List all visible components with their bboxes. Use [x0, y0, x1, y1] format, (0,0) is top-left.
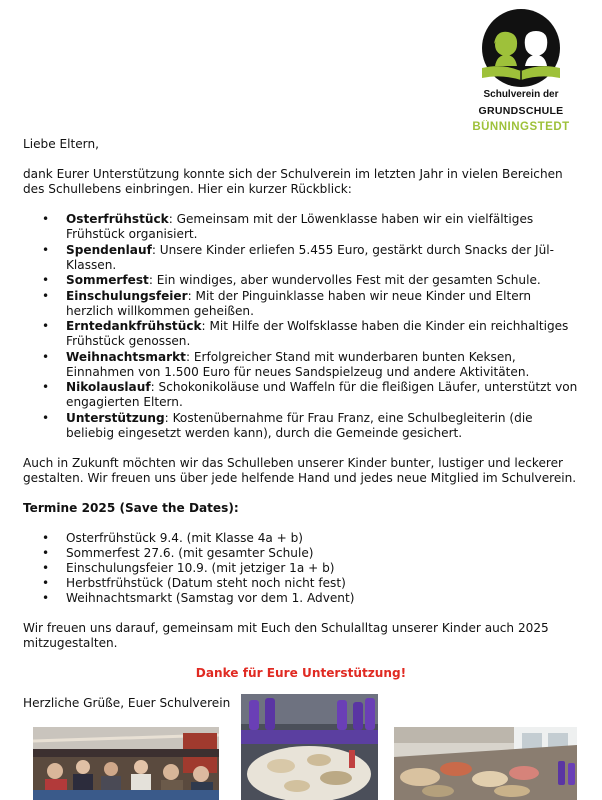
item-text: : Gemeinsam mit der Löwenklasse haben wir ein vielfältiges Frühstück organisiert.: [66, 212, 534, 241]
thanks-line: Danke für Eure Unterstützung!: [195, 665, 407, 680]
list-item: [23, 531, 579, 546]
date-text: Osterfrühstück 9.4. (mit Klasse 4a + b): [66, 530, 304, 545]
list-item: [23, 591, 579, 606]
bullet: •: [42, 319, 50, 333]
list-item: [23, 411, 579, 441]
list-item: [23, 212, 579, 242]
bullet: •: [42, 590, 50, 605]
list-item: [23, 561, 579, 576]
list-item: [23, 380, 579, 410]
closing-paragraph: Wir freuen uns darauf, gemeinsam mit Euch den Schulalltag unserer Kinder auch 2025 mitzugestalten.: [23, 620, 549, 650]
sign-off: Herzliche Grüße, Euer Schulverein: [23, 695, 231, 710]
item-label: Nikolauslauf: [66, 380, 151, 394]
item-label: Spendenlauf: [66, 242, 152, 257]
item-label: Sommerfest: [66, 273, 149, 287]
photo-christmas-market-stall: [33, 727, 219, 800]
item-label: Weihnachtsmarkt: [66, 349, 186, 364]
list-item: [23, 546, 579, 561]
intro-paragraph: dank Eurer Unterstützung konnte sich der Schulverein im letzten Jahr in vielen Bereichen des Schullebens einbringen. Hier ein kurzer Rückblick:: [23, 167, 563, 196]
date-text: Einschulungsfeier 10.9. (mit jetziger 1a + b): [66, 560, 335, 575]
bullet: •: [42, 545, 50, 560]
greeting: Liebe Eltern,: [23, 137, 99, 151]
item-text: : Schokonikoläuse und Waffeln für die fleißigen Läufer, unterstützt von engagierten Eltern.: [66, 380, 578, 409]
photo-breakfast-buffet: [394, 727, 577, 800]
bullet: •: [42, 575, 50, 590]
bullet: •: [42, 273, 50, 287]
list-item: [23, 576, 579, 591]
date-text: Herbstfrühstück (Datum steht noch nicht fest): [66, 575, 346, 590]
list-item: [23, 243, 579, 273]
list-item: [23, 289, 579, 319]
review-list: [23, 212, 579, 441]
item-text: : Ein windiges, aber wundervolles Fest mit der gesamten Schule.: [148, 273, 541, 287]
item-text: : Unsere Kinder erliefen 5.455 Euro, gestärkt durch Snacks der Jül-Klassen.: [66, 242, 555, 272]
date-text: Sommerfest 27.6. (mit gesamter Schule): [66, 545, 314, 560]
item-label: Osterfrühstück: [66, 212, 169, 226]
bullet: •: [42, 410, 50, 425]
date-text: Weihnachtsmarkt (Samstag vor dem 1. Advent): [66, 590, 355, 605]
bullet: •: [42, 530, 50, 545]
item-text: : Erfolgreicher Stand mit wunderbaren bunten Keksen, Einnahmen von 1.500 Euro für neues Sandspielzeug und andere Aktivitäten.: [66, 349, 530, 379]
dates-list: [23, 531, 579, 606]
bullet: •: [42, 242, 50, 257]
bullet: •: [42, 288, 50, 303]
list-item: [23, 350, 579, 380]
letter-body: [23, 137, 579, 711]
list-item: [23, 273, 579, 288]
logo-emblem-icon: [470, 8, 572, 88]
dates-heading: Termine 2025 (Save the Dates):: [23, 500, 239, 515]
list-item: [23, 319, 579, 349]
bullet: •: [42, 380, 50, 394]
item-text: : Mit Hilfe der Wolfsklasse haben die Kinder ein reichhaltiges Frühstück genossen.: [66, 319, 569, 348]
logo-text-line2: GRUNDSCHULE: [478, 105, 564, 117]
logo-text-line3: BÜNNINGSTEDT: [472, 121, 570, 132]
bullet: •: [42, 349, 50, 364]
bullet: •: [42, 212, 50, 226]
logo-text-line1: Schulverein der: [483, 89, 559, 100]
outro-paragraph: Auch in Zukunft möchten wir das Schulleben unserer Kinder bunter, lustiger und leckerer gestalten. Wir freuen uns über jede helfende Hand und jedes neue Mitglied im Schulverein.: [23, 455, 577, 485]
item-label: Einschulungsfeier: [66, 288, 188, 303]
item-label: Unterstützung: [66, 410, 165, 425]
item-text: : Mit der Pinguinklasse haben wir neue Kinder und Eltern herzlich willkommen geheißen.: [66, 288, 532, 318]
school-association-logo: [466, 8, 576, 132]
bullet: •: [42, 560, 50, 575]
item-label: Erntedankfrühstück: [66, 319, 202, 333]
photo-snack-table: [241, 694, 378, 800]
item-text: : Kostenübernahme für Frau Franz, eine Schulbegleiterin (die beliebig eingesetzt werden kann), durch die Gemeinde gesichert.: [66, 410, 533, 440]
